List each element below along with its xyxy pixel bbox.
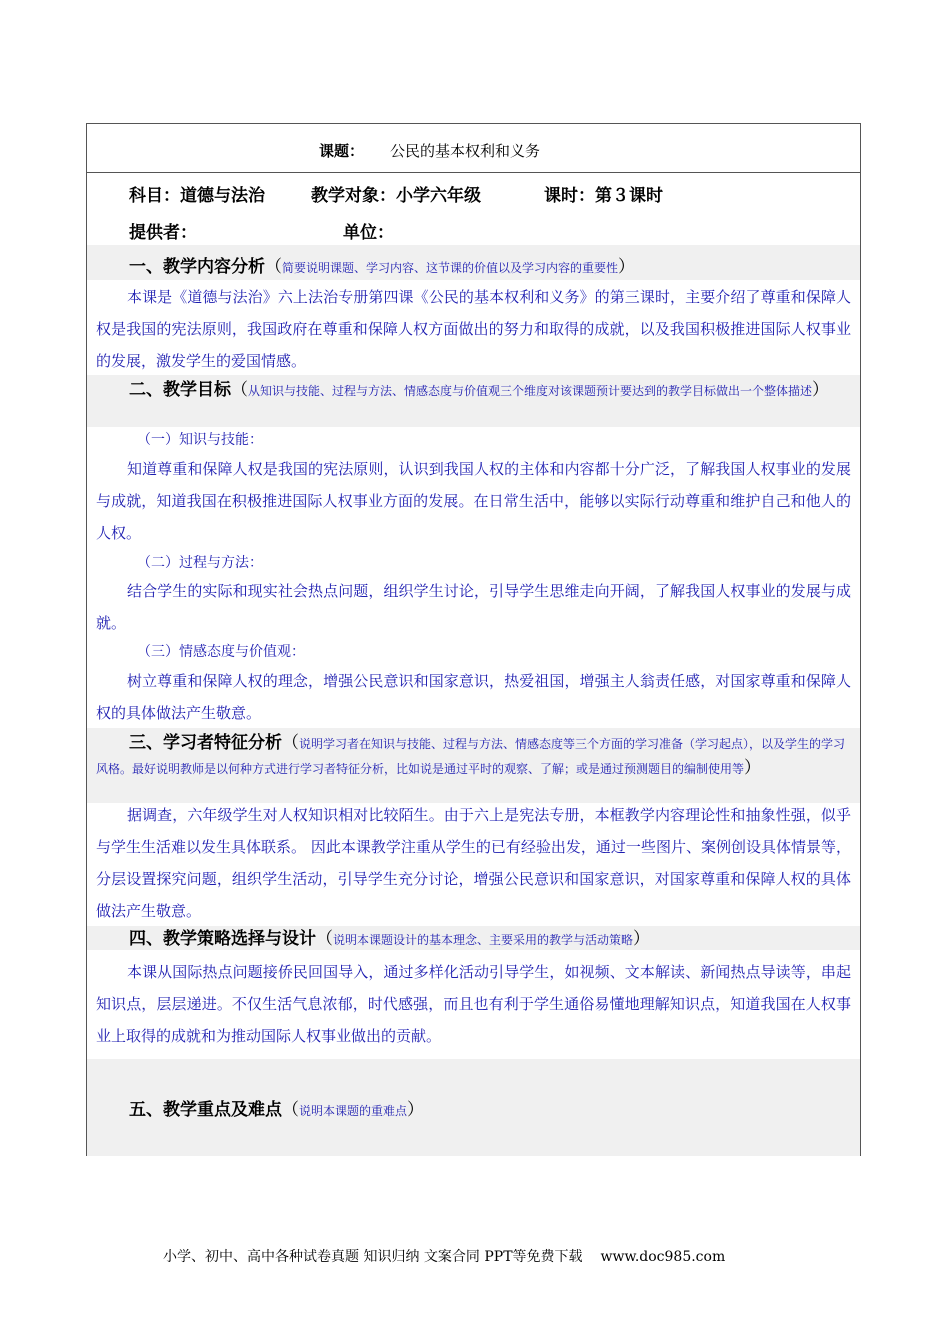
- section-2-para2: 结合学生的实际和现实社会热点问题，组织学生讨论，引导学生思维走向开阔，了解我国人权事业的发展与成就。: [96, 582, 851, 632]
- section-4-paragraph: 本课从国际热点问题接侨民回国导入，通过多样化活动引导学生，如视频、文本解读、新闻热点导读等，串起知识点，层层递进。不仅生活气息浓郁，时代感强，而且也有利于学生通俗易懂地理解知识点，知道我国在人权事业上取得的成就和为推动国际人权事业做出的贡献。: [96, 963, 851, 1045]
- lesson-title: [319, 140, 540, 161]
- section-2-para1: 知道尊重和保障人权是我国的宪法原则，认识到我国人权的主体和内容都十分广泛，了解我国人权事业的发展与成就，知道我国在积极推进国际人权事业方面的发展。在日常生活中，能够以实际行动尊重和维护自己和他人的人权。: [96, 460, 851, 542]
- title-row: [87, 124, 860, 173]
- section-1-title: 一、教学内容分析: [129, 257, 265, 277]
- title-label: 课题：: [319, 142, 365, 160]
- section-2-title: 二、教学目标: [129, 380, 231, 400]
- section-3-paragraph: 据调查，六年级学生对人权知识相对比较陌生。由于六上是宪法专册，本框教学内容理论性和抽象性强，似乎与学生生活难以发生具体联系。 因此本课教学注重从学生的已有经验出发，通过一些图片、案例创设具体情景等，分层设置探究问题，组织学生活动，引导学生充分讨论，增强公民意识和国家意识，对国家尊重和保障人权的具体做法产生敬意。: [96, 806, 851, 920]
- lesson-plan-table: [86, 123, 861, 1156]
- section-2-heading: 二、教学目标（从知识与技能、过程与方法、情感态度与价值观三个维度对该课题预计要达到的教学目标做出一个整体描述）: [129, 380, 830, 400]
- section-1-note: 简要说明课题、学习内容、这节课的价值以及学习内容的重要性: [282, 261, 619, 275]
- section-1-paragraph: 本课是《道德与法治》六上法治专册第四课《公民的基本权利和义务》的第三课时，主要介绍了尊重和保障人权是我国的宪法原则，我国政府在尊重和保障人权方面做出的努力和取得的成就，以及我国积极推进国际人权事业的发展，激发学生的爱国情感。: [96, 288, 851, 370]
- meta-row-1: [129, 181, 663, 206]
- footer-text: 小学、初中、高中各种试卷真题 知识归纳 文案合同 PPT等免费下载: [163, 1249, 583, 1265]
- meta-audience: 教学对象：小学六年级: [311, 186, 481, 206]
- section-4-heading: 四、教学策略选择与设计（说明本课题设计的基本理念、主要采用的教学与活动策略）: [129, 929, 651, 949]
- footer-url[interactable]: www.doc985.com: [600, 1249, 726, 1265]
- section-2-sub1: （一）知识与技能：: [137, 432, 263, 448]
- section-4-title: 四、教学策略选择与设计: [129, 929, 316, 949]
- section-2-note: 从知识与技能、过程与方法、情感态度与价值观三个维度对该课题预计要达到的教学目标做出一个整体描述: [248, 384, 813, 398]
- section-4-note: 说明本课题设计的基本理念、主要采用的教学与活动策略: [333, 933, 634, 947]
- title-value: 公民的基本权利和义务: [390, 142, 541, 160]
- section-3-heading: 三、学习者特征分析（说明学习者在知识与技能、过程与方法、情感态度等三个方面的学习准备（学习起点），以及学生的学习风格。最好说明教师是以何种方式进行学习者特征分析，比如说是通过平时的观察、了解；或是通过预测题目的编制使用等）: [96, 733, 846, 778]
- page-footer: [163, 1246, 725, 1266]
- section-5-title: 五、教学重点及难点: [129, 1100, 282, 1120]
- section-5-note: 说明本课题的重难点: [299, 1104, 408, 1118]
- section-2-sub2: （二）过程与方法：: [137, 555, 263, 571]
- section-3-title: 三、学习者特征分析: [129, 733, 282, 753]
- section-5-heading: 五、教学重点及难点（说明本课题的重难点）: [129, 1100, 425, 1120]
- meta-period: 课时：第３课时: [544, 186, 663, 206]
- meta-subject: 科目：道德与法治: [129, 186, 265, 206]
- meta-unit: 单位：: [343, 223, 394, 243]
- meta-provider: 提供者：: [129, 223, 197, 243]
- meta-row-2: [129, 218, 394, 243]
- section-1-heading: 一、教学内容分析（简要说明课题、学习内容、这节课的价值以及学习内容的重要性）: [129, 257, 636, 277]
- section-2-sub3: （三）情感态度与价值观：: [137, 644, 305, 660]
- section-3-note: 说明学习者在知识与技能、过程与方法、情感态度等三个方面的学习准备（学习起点），以及学生的学习风格。最好说明教师是以何种方式进行学习者特征分析，比如说是通过平时的观察、了解；或是通过预测题目的编制使用等: [96, 737, 846, 776]
- section-2-para3: 树立尊重和保障人权的理念，增强公民意识和国家意识，热爱祖国，增强主人翁责任感，对国家尊重和保障人权的具体做法产生敬意。: [96, 672, 851, 722]
